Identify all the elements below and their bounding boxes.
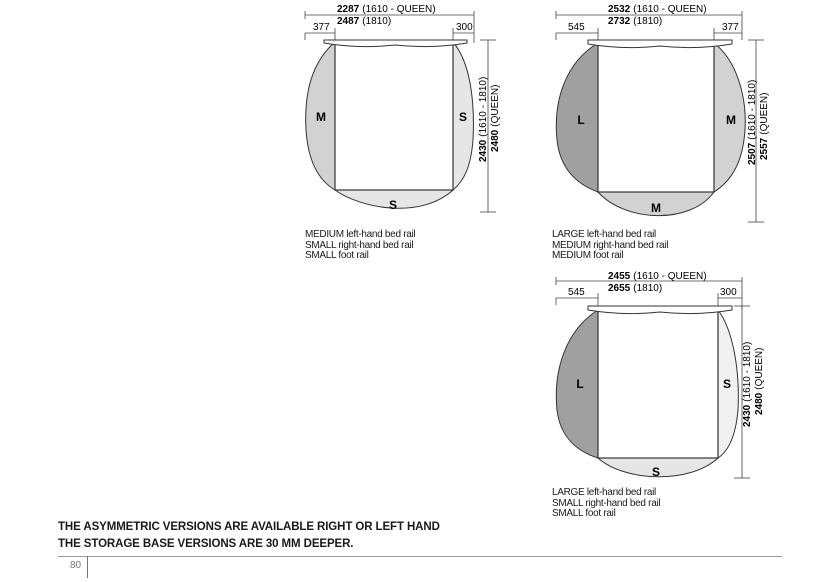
bed-3-right-rail-label: S — [722, 377, 732, 391]
bed-2-left-rail-label: L — [577, 113, 585, 127]
caption-line: SMALL foot rail — [552, 508, 616, 519]
caption-line: SMALL foot rail — [305, 250, 369, 261]
footer-note-line: THE STORAGE BASE VERSIONS ARE 30 MM DEEPER. — [58, 538, 354, 550]
bed-3-left-offset: 545 — [568, 287, 585, 298]
bed-diagram-2 — [556, 4, 770, 222]
bed-3-headboard — [588, 306, 732, 314]
caption-line: MEDIUM left-hand bed rail — [305, 229, 416, 240]
page-number: 80 — [70, 560, 82, 571]
bed-2-caption — [552, 230, 668, 262]
page-number-divider — [87, 556, 88, 578]
bed-1-depth-sub: 2480(QUEEN) — [490, 84, 501, 152]
bed-3-frame — [598, 310, 718, 458]
bed-1-caption — [305, 230, 415, 262]
bed-2-width-sub: 2732 (1810) — [608, 16, 663, 27]
caption-line: LARGE left-hand bed rail — [552, 487, 656, 498]
bed-diagram-1 — [305, 4, 501, 212]
bed-3-depth-sub: 2480(QUEEN) — [754, 347, 765, 415]
bed-2-right-offset: 377 — [722, 22, 739, 33]
bed-1-right-offset: 300 — [456, 22, 473, 33]
caption-line: MEDIUM foot rail — [552, 250, 624, 261]
bed-1-frame — [335, 42, 453, 190]
bed-3-depth-main: 2430(1610 - 1810) — [742, 341, 753, 427]
bed-2-right-rail-label: M — [726, 113, 736, 127]
caption-line: SMALL right-hand bed rail — [305, 239, 414, 251]
bed-2-width-main: 2532 (1610 - QUEEN) — [608, 4, 707, 15]
bed-2-depth-sub: 2557(QUEEN) — [759, 92, 770, 160]
bed-1-left-offset: 377 — [313, 22, 330, 33]
caption-line: MEDIUM right-hand bed rail — [552, 239, 669, 251]
bed-1-width-sub: 2487 (1810) — [337, 16, 392, 27]
bed-3-right-offset: 300 — [720, 287, 737, 298]
bed-2-foot-rail-label: M — [651, 201, 661, 215]
footer-notes — [58, 519, 440, 553]
bed-3-left-rail-label: L — [576, 377, 584, 391]
bed-1-right-rail-label: S — [458, 110, 468, 124]
bed-2-depth-main: 2507(1610 - 1810) — [747, 79, 758, 165]
caption-line: SMALL right-hand bed rail — [552, 497, 661, 509]
bed-1-width-main: 2287 (1610 - QUEEN) — [337, 4, 436, 15]
caption-line: LARGE left-hand bed rail — [552, 229, 656, 240]
bed-3-caption — [552, 488, 660, 520]
bed-1-depth-main: 2430(1610 - 1810) — [478, 76, 489, 162]
bed-3-width-main: 2455 (1610 - QUEEN) — [608, 271, 707, 282]
bed-diagram-3 — [556, 271, 765, 479]
bed-3-foot-rail-label: S — [651, 465, 661, 479]
bed-2-frame — [598, 43, 714, 192]
bed-1-foot-rail-label: S — [388, 198, 398, 212]
footer-note-line: THE ASYMMETRIC VERSIONS ARE AVAILABLE RIGHT OR LEFT HAND — [58, 521, 440, 533]
bed-1-left-rail-label: M — [316, 110, 326, 124]
page-divider — [58, 556, 782, 557]
bed-2-left-offset: 545 — [568, 22, 585, 33]
bed-2-headboard — [588, 40, 732, 48]
bed-3-width-sub: 2655 (1810) — [608, 283, 663, 294]
